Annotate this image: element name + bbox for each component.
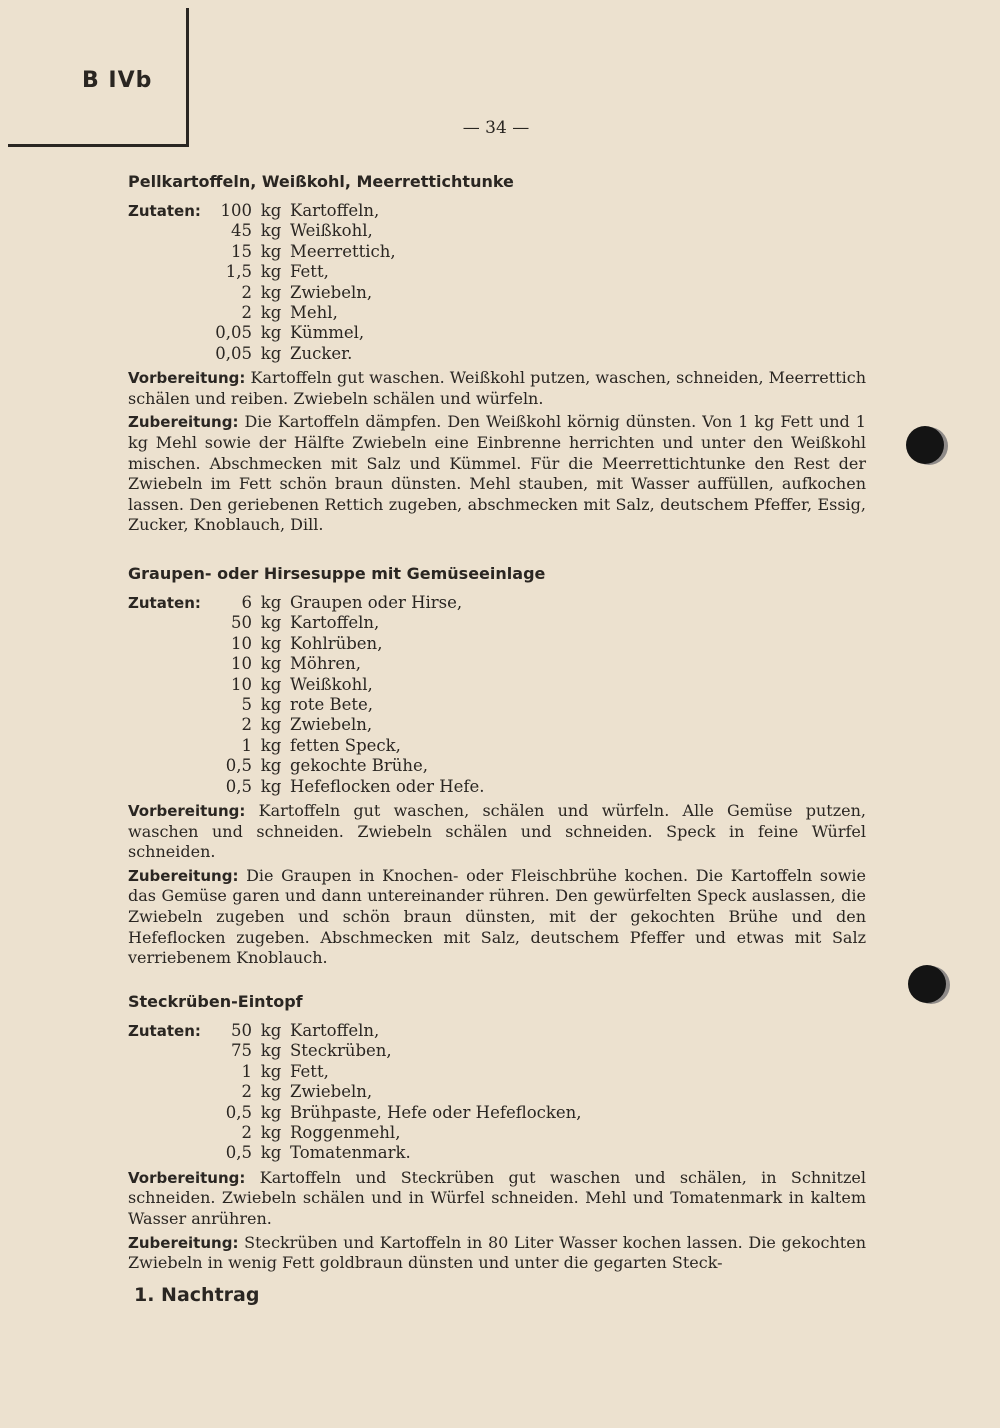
ingredient-unit: kg: [260, 613, 282, 633]
ingredient-name: Roggenmehl,: [290, 1123, 401, 1143]
ingredient-row: [128, 1123, 866, 1143]
recipe-title: Pellkartoffeln, Weißkohl, Meerrettichtunke: [128, 172, 514, 191]
preparation-label: Vorbereitung:: [128, 369, 246, 388]
ingredient-row: [128, 1143, 866, 1163]
ingredient-unit: kg: [260, 654, 282, 674]
ingredient-unit: kg: [260, 715, 282, 735]
page-number: — 34 —: [462, 118, 530, 138]
ingredient-qty: 50: [231, 613, 252, 633]
ingredient-row: [128, 1082, 866, 1102]
preparation-text: Kartoffeln gut waschen. Weißkohl putzen, waschen, schneiden, Meerrettich schälen und reiben. Zwiebeln schälen und würfeln.: [128, 368, 867, 408]
ingredient-name: rote Bete,: [290, 695, 373, 715]
ingredient-unit: kg: [260, 343, 282, 363]
ingredient-row: [128, 242, 866, 262]
ingredient-name: Graupen oder Hirse,: [290, 593, 463, 612]
ingredient-list: [128, 1021, 866, 1164]
ingredient-row: [128, 593, 866, 613]
ingredient-row: [128, 323, 866, 343]
preparation-label: Vorbereitung:: [128, 1168, 246, 1187]
cooking-paragraph: [128, 1233, 866, 1274]
preparation-text: Kartoffeln und Steckrüben gut waschen und schälen, in Schnitzel schneiden. Zwiebeln schälen und in Würfel schneiden. Mehl und Tomatenmark in kaltem Wasser anrühren.: [128, 1167, 866, 1229]
cooking-text: Die Graupen in Knochen- oder Fleischbrühe kochen. Die Kartoffeln sowie das Gemüse garen und dann untereinander rühren. Den gewürfelten Speck auslassen, die Zwiebeln zugeben und schön braun dünsten, mit der gekochten Brühe und den Hefeflocken zugeben. Abschmecken mit Salz, deutschem Pfeffer und etwas mit Salz verriebenem Knoblauch.: [128, 865, 866, 968]
ingredient-unit: kg: [260, 1041, 282, 1061]
ingredient-name: fetten Speck,: [290, 735, 401, 755]
recipe-steckrueben-eintopf: [128, 992, 866, 1277]
ingredient-unit: kg: [260, 633, 282, 653]
punch-hole-bottom: [908, 965, 946, 1003]
ingredients-label: Zutaten:: [128, 202, 201, 220]
ingredient-row: [128, 654, 866, 674]
ingredient-qty: 10: [231, 654, 252, 674]
ingredient-row: [128, 613, 866, 633]
ingredient-row: [128, 283, 866, 303]
ingredient-qty: 1: [241, 735, 252, 755]
ingredient-name: Tomatenmark.: [290, 1143, 411, 1163]
ingredient-qty: 0,5: [225, 1102, 252, 1122]
section-code: B IVb: [82, 68, 153, 93]
ingredient-row: [128, 201, 866, 221]
ingredient-unit: kg: [260, 241, 282, 261]
ingredient-unit: kg: [260, 1143, 282, 1163]
ingredient-row: [128, 1041, 866, 1061]
ingredient-qty: 1,5: [225, 262, 252, 282]
ingredient-qty: 2: [241, 715, 252, 735]
ingredient-qty: 2: [241, 1082, 252, 1102]
ingredient-unit: kg: [260, 1123, 282, 1143]
ingredient-qty: 10: [231, 674, 252, 694]
ingredient-qty: 5: [241, 695, 252, 715]
ingredient-row: [128, 262, 866, 282]
cooking-paragraph: [128, 866, 866, 969]
ingredient-name: Fett,: [290, 1061, 329, 1081]
ingredient-list: [128, 201, 866, 364]
ingredient-row: [128, 1062, 866, 1082]
ingredient-unit: kg: [260, 201, 282, 220]
ingredient-name: Kartoffeln,: [290, 613, 380, 633]
ingredient-qty: 2: [241, 1123, 252, 1143]
cooking-text: Die Kartoffeln dämpfen. Den Weißkohl körnig dünsten. Von 1 kg Fett und 1 kg Mehl sowie der Hälfte Zwiebeln eine Einbrenne herrichten und unter den Weißkohl mischen. Abschmecken mit Salz und Kümmel. Für die Meerrettichtunke den Rest der Zwiebeln im Fett schön braun dünsten. Mehl stauben, mit Wasser auffüllen, aufkochen lassen. Den geriebenen Rettich zugeben, abschmecken mit Salz, deutschem Pfeffer, Essig, Zucker, Knoblauch, Dill.: [128, 412, 866, 535]
ingredient-row: [128, 1103, 866, 1123]
ingredient-qty: 15: [231, 241, 252, 261]
ingredient-row: [128, 634, 866, 654]
ingredient-name: Hefeflocken oder Hefe.: [290, 776, 485, 796]
ingredient-qty: 0,5: [225, 1143, 252, 1163]
ingredient-row: [128, 1021, 866, 1041]
ingredient-name: Weißkohl,: [290, 674, 373, 694]
ingredient-unit: kg: [260, 695, 282, 715]
cooking-label: Zubereitung:: [128, 1233, 239, 1252]
ingredient-name: Zucker.: [290, 343, 353, 363]
ingredients-label: Zutaten:: [128, 1022, 201, 1040]
ingredient-qty: 50: [231, 1021, 252, 1040]
ingredient-name: Brühpaste, Hefe oder Hefeflocken,: [290, 1102, 582, 1122]
ingredient-name: Mehl,: [290, 303, 338, 323]
preparation-label: Vorbereitung:: [128, 802, 246, 821]
ingredient-qty: 75: [231, 1041, 252, 1061]
ingredient-unit: kg: [260, 1082, 282, 1102]
ingredient-qty: 10: [231, 633, 252, 653]
ingredient-name: Kohlrüben,: [290, 633, 383, 653]
preparation-paragraph: [128, 1168, 866, 1230]
ingredient-row: [128, 715, 866, 735]
ingredient-qty: 2: [241, 282, 252, 302]
ingredient-qty: 0,05: [215, 343, 252, 363]
cooking-text: Steckrüben und Kartoffeln in 80 Liter Wasser kochen lassen. Die gekochten Zwiebeln in wenig Fett goldbraun dünsten und unter die gegarten Steck-: [128, 1232, 866, 1273]
ingredient-name: Weißkohl,: [290, 221, 373, 241]
ingredient-unit: kg: [260, 735, 282, 755]
recipe-pellkartoffeln: [128, 172, 866, 539]
ingredient-qty: 0,5: [225, 776, 252, 796]
ingredient-name: Möhren,: [290, 654, 361, 674]
ingredient-unit: kg: [260, 756, 282, 776]
preparation-paragraph: [128, 368, 866, 409]
ingredient-name: Zwiebeln,: [290, 715, 373, 735]
ingredient-qty: 6: [241, 593, 252, 612]
ingredient-row: [128, 695, 866, 715]
supplement-note: 1. Nachtrag: [134, 1284, 260, 1306]
ingredient-name: Kümmel,: [290, 323, 365, 343]
ingredient-list: [128, 593, 866, 797]
ingredient-row: [128, 303, 866, 323]
ingredient-row: [128, 344, 866, 364]
ingredient-qty: 1: [241, 1061, 252, 1081]
ingredient-name: Zwiebeln,: [290, 1082, 373, 1102]
ingredient-name: Fett,: [290, 262, 329, 282]
ingredient-unit: kg: [260, 323, 282, 343]
ingredient-unit: kg: [260, 674, 282, 694]
ingredient-row: [128, 736, 866, 756]
ingredient-name: Kartoffeln,: [290, 201, 380, 220]
preparation-paragraph: [128, 801, 866, 863]
ingredient-unit: kg: [260, 282, 282, 302]
ingredient-name: Meerrettich,: [290, 241, 396, 261]
ingredient-name: Kartoffeln,: [290, 1021, 380, 1040]
ingredient-unit: kg: [260, 303, 282, 323]
recipe-title: Steckrüben-Eintopf: [128, 992, 303, 1011]
ingredient-qty: 45: [231, 221, 252, 241]
cooking-label: Zubereitung:: [128, 866, 239, 885]
cooking-paragraph: [128, 412, 866, 536]
ingredient-name: Zwiebeln,: [290, 282, 373, 302]
ingredient-qty: 0,05: [215, 323, 252, 343]
punch-hole-top: [906, 426, 944, 464]
ingredient-unit: kg: [260, 1061, 282, 1081]
ingredient-qty: 100: [220, 201, 252, 220]
ingredient-unit: kg: [260, 221, 282, 241]
recipe-graupensuppe: [128, 564, 866, 972]
ingredient-unit: kg: [260, 262, 282, 282]
ingredient-row: [128, 221, 866, 241]
cooking-label: Zubereitung:: [128, 413, 239, 432]
preparation-text: Kartoffeln gut waschen, schälen und würfeln. Alle Gemüse putzen, waschen und schneiden. Zwiebeln schälen und schneiden. Speck in feine Würfel schneiden.: [128, 801, 866, 862]
ingredient-qty: 0,5: [225, 756, 252, 776]
ingredient-row: [128, 756, 866, 776]
ingredient-name: gekochte Brühe,: [290, 756, 429, 776]
ingredient-unit: kg: [260, 593, 282, 612]
ingredient-unit: kg: [260, 1021, 282, 1040]
ingredient-row: [128, 777, 866, 797]
recipe-title: Graupen- oder Hirsesuppe mit Gemüseeinlage: [128, 564, 546, 583]
ingredient-name: Steckrüben,: [290, 1041, 392, 1061]
ingredient-row: [128, 675, 866, 695]
ingredient-qty: 2: [241, 303, 252, 323]
ingredient-unit: kg: [260, 776, 282, 796]
ingredients-label: Zutaten:: [128, 594, 201, 612]
ingredient-unit: kg: [260, 1102, 282, 1122]
